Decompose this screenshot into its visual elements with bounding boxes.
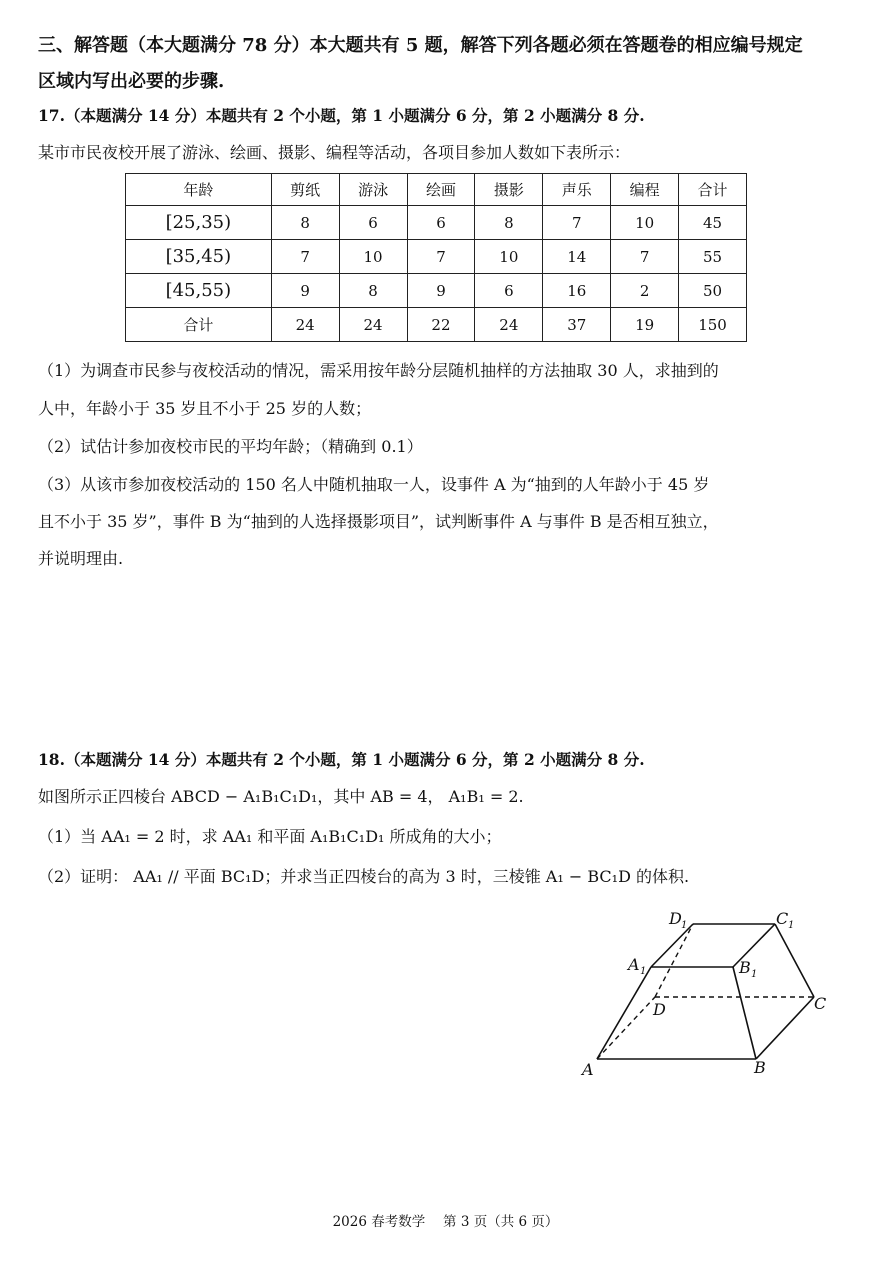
table-cell: 8 (271, 206, 339, 240)
table-cell: 24 (475, 308, 543, 342)
label-B1: B (739, 958, 751, 977)
table-cell: 37 (543, 308, 611, 342)
table-header-row (126, 174, 747, 206)
table-row (126, 240, 747, 274)
edge-AA1 (597, 967, 651, 1059)
edge-BB1 (733, 967, 756, 1059)
table-cell: 7 (271, 240, 339, 274)
q17-part3-line3: 并说明理由. (38, 549, 124, 568)
table-cell: 8 (475, 206, 543, 240)
page-footer: 2026 春考数学 第 3 页（共 6 页） (332, 1214, 559, 1230)
q18-part2: （2）证明： AA₁ // 平面 BC₁D；并求当正四棱台的高为 3 时，三棱锥 A₁ − BC₁D 的体积. (38, 867, 690, 886)
table-cell: 8 (339, 274, 407, 308)
table-cell: 6 (339, 206, 407, 240)
table-cell-age: [25,35) (126, 206, 272, 240)
table-cell: 10 (339, 240, 407, 274)
table-cell: 6 (475, 274, 543, 308)
activity-participation-table (125, 173, 747, 342)
table-cell-total-label: 合计 (126, 308, 272, 342)
label-D: D (653, 1000, 666, 1019)
hidden-edge-DD1 (655, 924, 693, 997)
section-heading-line2: 区域内写出必要的步骤. (38, 71, 225, 92)
table-header-cell: 摄影 (475, 174, 543, 206)
question-17-intro: 某市市民夜校开展了游泳、绘画、摄影、编程等活动，各项目参加人数如下表所示： (38, 143, 631, 162)
label-C: C (814, 994, 827, 1013)
table-cell: 9 (407, 274, 475, 308)
table-cell: 22 (407, 308, 475, 342)
table-row (126, 206, 747, 240)
table-cell: 24 (271, 308, 339, 342)
table-cell: 14 (543, 240, 611, 274)
q17-part2: （2）试估计参加夜校市民的平均年龄；（精确到 0.1） (38, 437, 423, 456)
label-C1: C (776, 909, 789, 928)
table-total-row (126, 308, 747, 342)
table-cell: 24 (339, 308, 407, 342)
table-header-cell: 剪纸 (271, 174, 339, 206)
label-D1: D (669, 909, 682, 928)
q17-part1-line2: 人中，年龄小于 35 岁且不小于 25 岁的人数； (38, 399, 372, 418)
label-A1: A (628, 955, 640, 974)
table-header-cell: 游泳 (339, 174, 407, 206)
table-cell: 2 (611, 274, 679, 308)
table-header-cell: 合计 (679, 174, 747, 206)
table-header-cell: 编程 (611, 174, 679, 206)
table-cell: 10 (611, 206, 679, 240)
label-A: A (582, 1060, 594, 1079)
q18-part1: （1）当 AA₁ = 2 时，求 AA₁ 和平面 A₁B₁C₁D₁ 所成角的大小； (38, 827, 502, 846)
section-heading-line1: 三、解答题（本大题满分 78 分）本大题共有 5 题，解答下列各题必须在答题卷的相应编号规定 (38, 35, 803, 56)
label-B1-subscript: 1 (751, 969, 758, 980)
table-cell-age: [45,55) (126, 274, 272, 308)
table-row (126, 274, 747, 308)
edge-BC (756, 997, 814, 1059)
question-17-title: 17.（本题满分 14 分）本题共有 2 个小题，第 1 小题满分 6 分，第 2 小题满分 8 分. (38, 106, 645, 125)
table-header-cell: 绘画 (407, 174, 475, 206)
table-cell: 150 (679, 308, 747, 342)
table-cell-age: [35,45) (126, 240, 272, 274)
hidden-edge-AD (597, 997, 655, 1059)
table-cell: 7 (407, 240, 475, 274)
table-header-cell: 声乐 (543, 174, 611, 206)
table-cell: 9 (271, 274, 339, 308)
q17-part3-line2: 且不小于 35 岁”，事件 B 为“抽到的人选择摄影项目”，试判断事件 A 与事件 B 是否相互独立， (38, 512, 719, 531)
table-cell: 55 (679, 240, 747, 274)
q17-part3-line1: （3）从该市参加夜校活动的 150 名人中随机抽取一人，设事件 A 为“抽到的人年龄小于 45 岁 (38, 475, 710, 494)
frustum-figure (570, 900, 860, 1090)
table-cell: 7 (543, 206, 611, 240)
label-B: B (754, 1058, 766, 1077)
table-cell: 50 (679, 274, 747, 308)
table-cell: 19 (611, 308, 679, 342)
table-cell: 7 (611, 240, 679, 274)
table-cell: 6 (407, 206, 475, 240)
q17-part1-line1: （1）为调查市民参与夜校活动的情况，需采用按年龄分层随机抽样的方法抽取 30 人，求抽到的 (38, 361, 719, 380)
table-cell: 16 (543, 274, 611, 308)
label-C1-subscript: 1 (788, 920, 795, 931)
table-header-cell: 年龄 (126, 174, 272, 206)
question-18-intro: 如图所示正四棱台 ABCD − A₁B₁C₁D₁，其中 AB = 4， A₁B₁ = 2. (38, 787, 524, 806)
label-A1-subscript: 1 (640, 966, 647, 977)
edge-CC1 (775, 924, 814, 997)
table-cell: 10 (475, 240, 543, 274)
label-D1-subscript: 1 (681, 920, 688, 931)
table-cell: 45 (679, 206, 747, 240)
question-18-title: 18.（本题满分 14 分）本题共有 2 个小题，第 1 小题满分 6 分，第 2 小题满分 8 分. (38, 750, 645, 769)
